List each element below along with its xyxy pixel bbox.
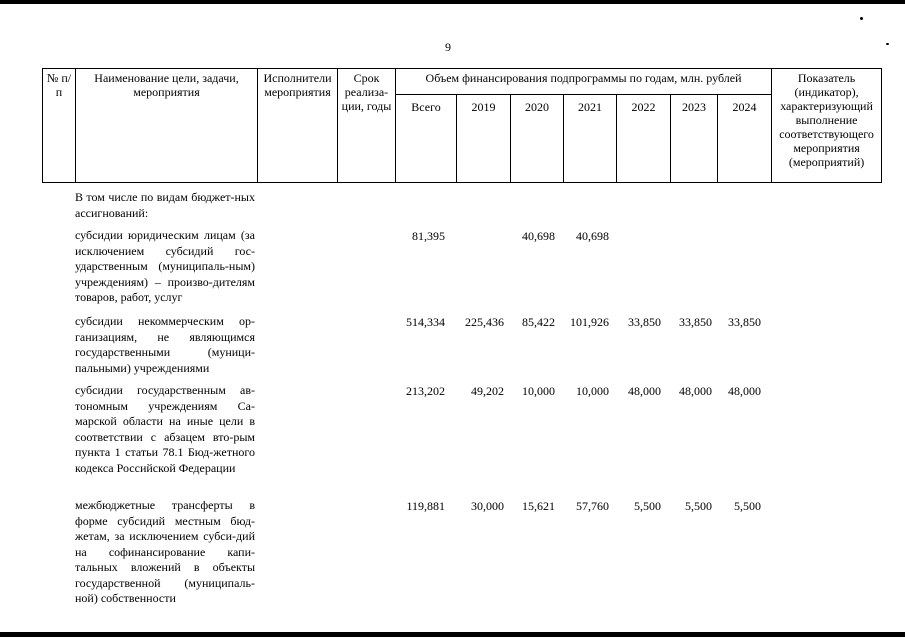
header-year-2023: 2023 <box>671 95 718 183</box>
header-total: Всего <box>396 95 457 183</box>
header-executors: Исполнители мероприятия <box>258 69 338 183</box>
header-indicator: Показатель (индикатор), характеризующий выполнение соответствующего мероприятия (мероприятий) <box>772 69 882 183</box>
value-cell: 48,000 <box>679 384 712 398</box>
value-cell: 40,698 <box>576 229 609 243</box>
header-table <box>42 68 882 183</box>
value-cell: 85,422 <box>522 315 555 329</box>
header-year-2021: 2021 <box>564 95 617 183</box>
value-cell: 49,202 <box>471 384 504 398</box>
header-num: № п/п <box>43 69 76 183</box>
value-cell: 81,395 <box>412 229 445 243</box>
value-cell: 40,698 <box>522 229 555 243</box>
row-label: субсидии некоммерческим ор-ганизациям, не являющимся государственными (муници-пальными) учреждениями <box>75 314 255 375</box>
value-cell: 33,850 <box>679 315 712 329</box>
value-cell: 33,850 <box>728 315 761 329</box>
row-label: межбюджетные трансферты в форме субсидий местным бюд-жетам, за исключением субси-дий на софинансирование капи-тальных вложений в объекты государственной (муниципаль-ной) собственности <box>75 498 255 605</box>
row-label: субсидии юридическим лицам (за исключением субсидий гос-ударственным (муниципаль-ным) учреждениям) – произво-дителям товаров, работ, услуг <box>75 228 255 304</box>
value-cell: 48,000 <box>728 384 761 398</box>
header-year-2020: 2020 <box>511 95 564 183</box>
scan-speck <box>860 17 863 20</box>
bottom-border <box>0 632 905 637</box>
value-cell: 5,500 <box>634 499 661 513</box>
intro-text: В том числе по видам бюджет-ных ассигнований: <box>75 190 255 220</box>
value-cell: 119,881 <box>406 499 445 513</box>
scan-speck <box>886 43 889 45</box>
header-year-2019: 2019 <box>457 95 511 183</box>
value-cell: 5,500 <box>734 499 761 513</box>
top-border <box>0 0 905 4</box>
value-cell: 101,926 <box>570 315 609 329</box>
value-cell: 5,500 <box>685 499 712 513</box>
header-year-2022: 2022 <box>617 95 671 183</box>
page-number: 9 <box>445 40 451 54</box>
value-cell: 514,334 <box>406 315 445 329</box>
header-year-2024: 2024 <box>718 95 772 183</box>
header-funding-title: Объем финансирования подпрограммы по годам, млн. рублей <box>396 69 772 95</box>
value-cell: 57,760 <box>576 499 609 513</box>
value-cell: 33,850 <box>628 315 661 329</box>
value-cell: 15,621 <box>522 499 555 513</box>
header-term: Срок реализа-ции, годы <box>338 69 396 183</box>
value-cell: 10,000 <box>576 384 609 398</box>
value-cell: 10,000 <box>522 384 555 398</box>
header-name: Наименование цели, задачи, мероприятия <box>76 69 258 183</box>
value-cell: 30,000 <box>471 499 504 513</box>
value-cell: 225,436 <box>465 315 504 329</box>
value-cell: 213,202 <box>406 384 445 398</box>
row-label: субсидии государственным ав-тономным учреждениям Са-марской области на иные цели в соответствии с абзацем вто-рым пункта 1 статьи 78.1 Бюд-жетного кодекса Российской Федерации <box>75 383 255 475</box>
value-cell: 48,000 <box>628 384 661 398</box>
